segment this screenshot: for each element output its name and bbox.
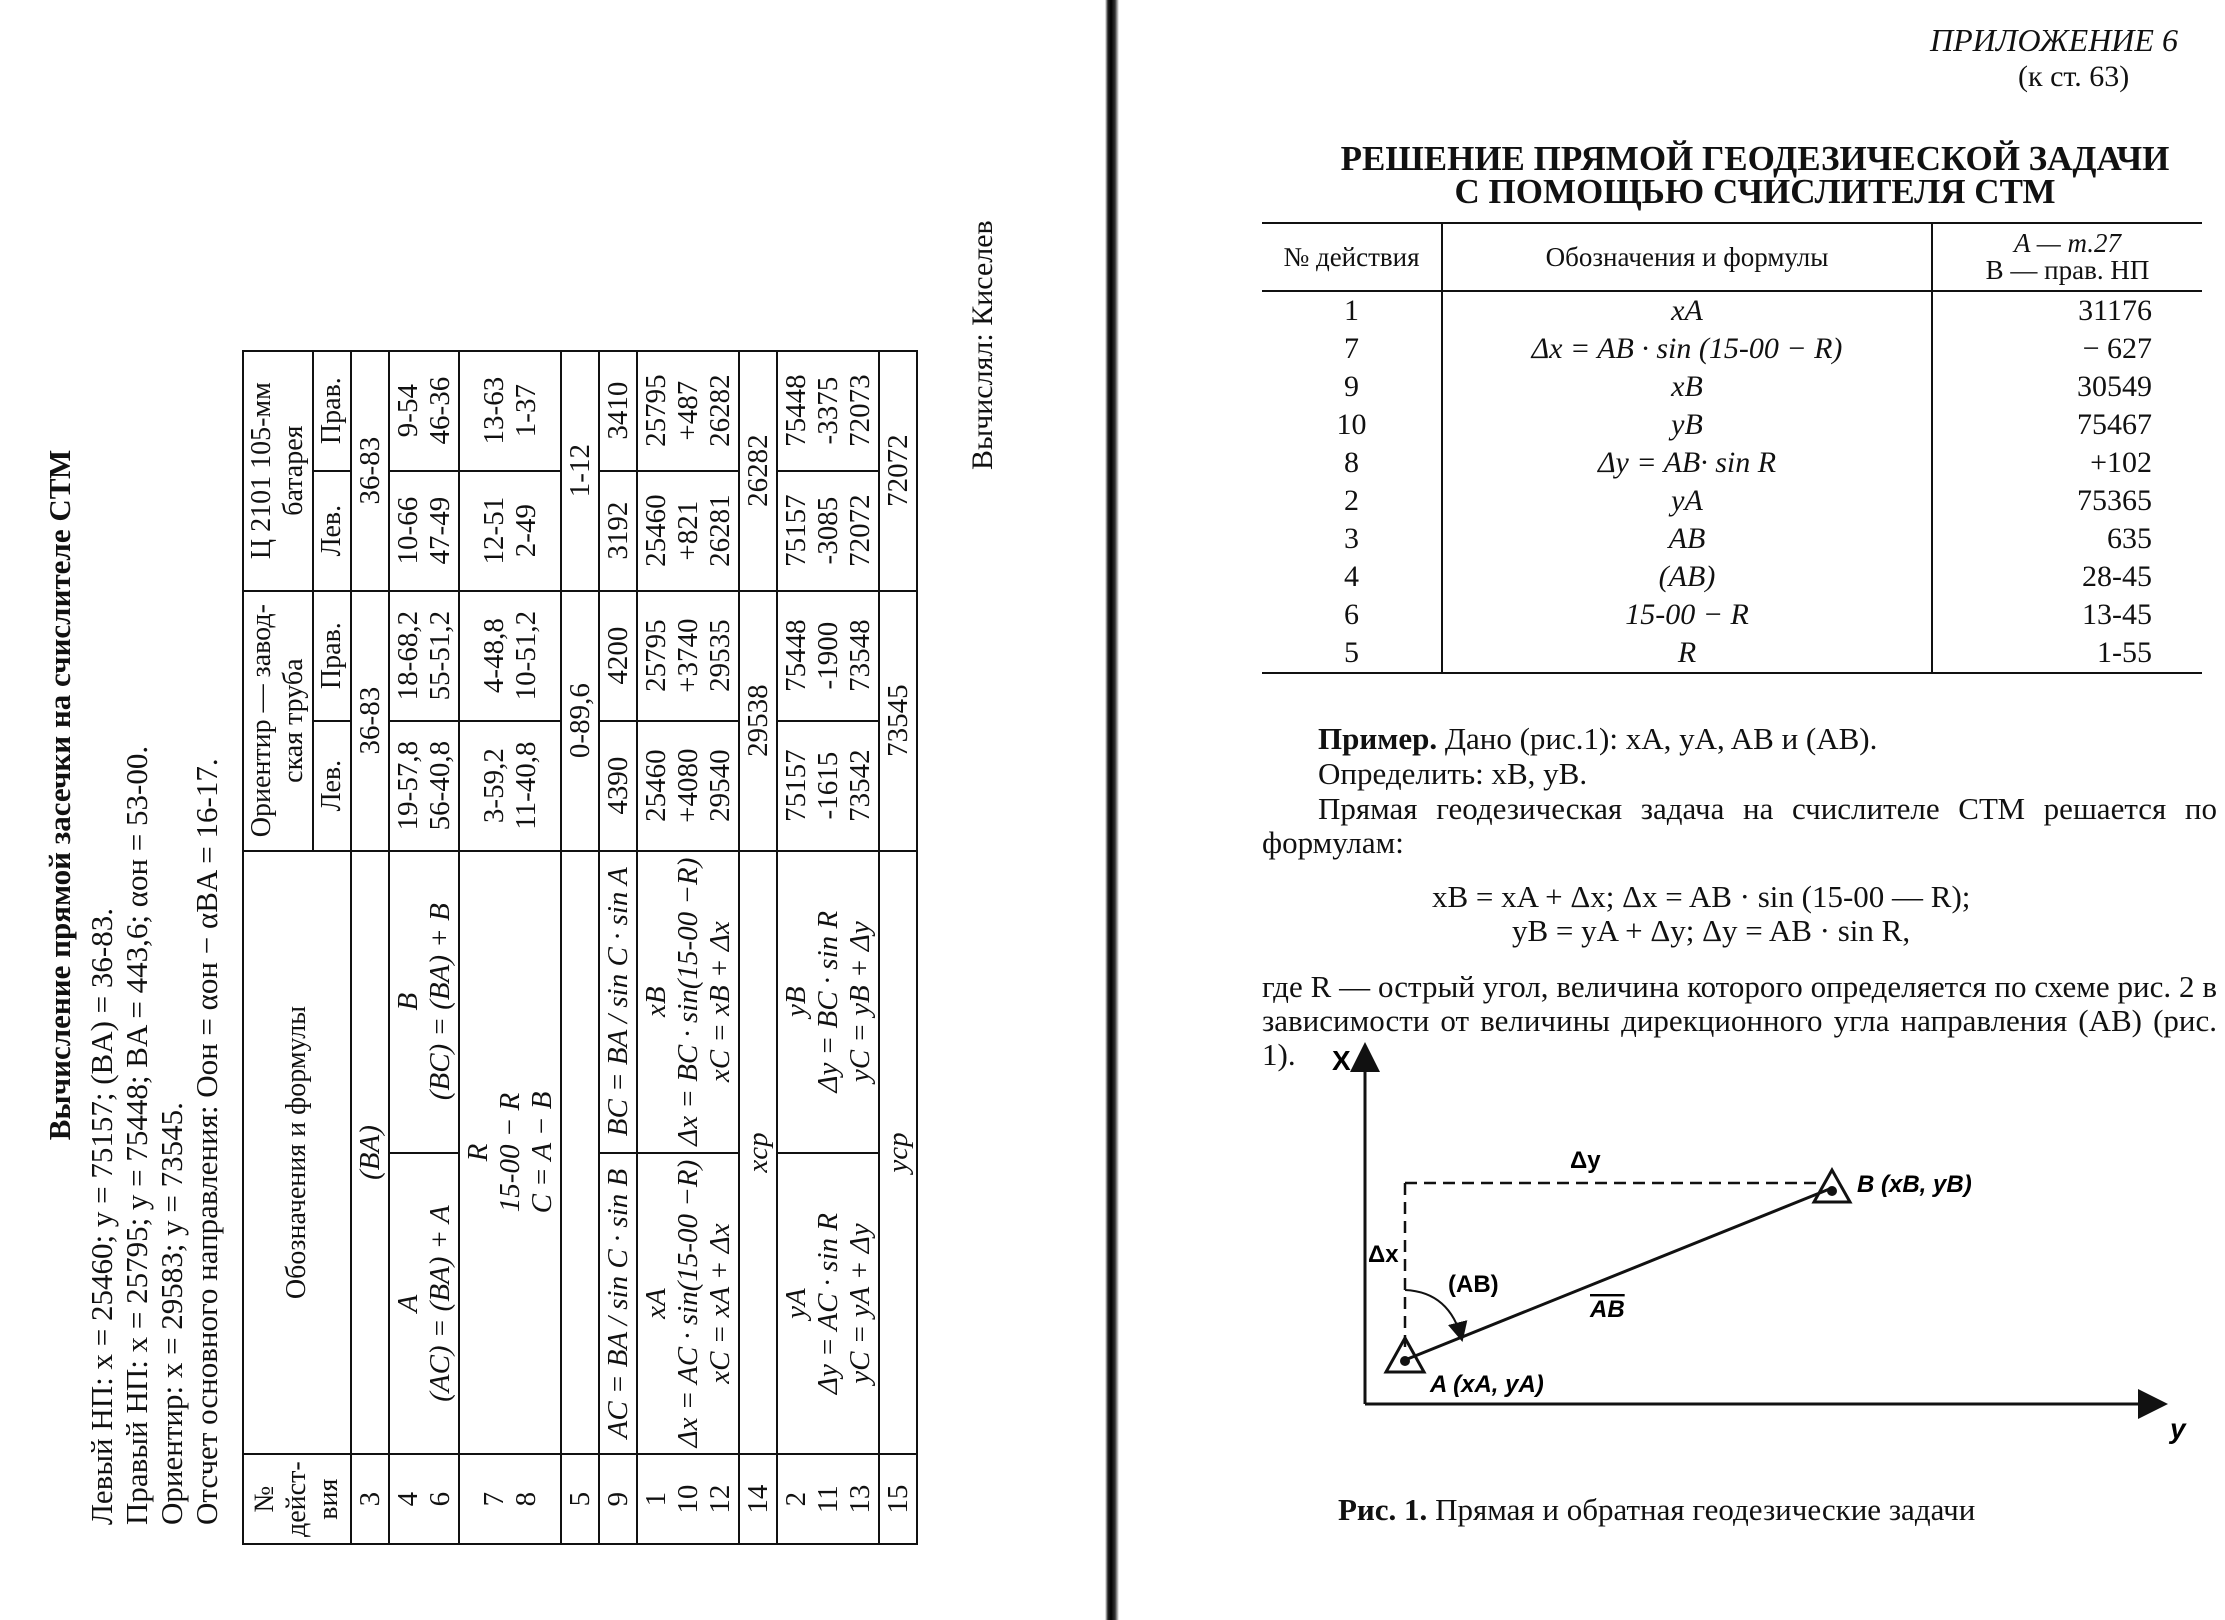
param-left-np: Левый НП: x = 25460; y = 75157; (BA) = 36-83. <box>84 908 119 1525</box>
row-num: 3 <box>1262 520 1442 558</box>
table-row <box>1262 634 2202 673</box>
table-row <box>1262 330 2202 368</box>
row-value: 75365 <box>2077 484 2152 517</box>
row-num: 7 <box>1262 330 1442 368</box>
battery-prav-header: Прав. <box>313 351 351 471</box>
col-num-header: № дейст-вия <box>243 1454 351 1544</box>
left-params <box>84 25 224 1525</box>
direct-task-table <box>1262 222 2202 674</box>
row-num: 10 <box>1262 406 1442 444</box>
table-row <box>1262 520 2202 558</box>
table-row <box>1262 482 2202 520</box>
row-formula: Δy = AB· sin R <box>1442 444 1932 482</box>
table-row: 15 yср 73545 72072 <box>879 351 917 1544</box>
row-value: 635 <box>2107 522 2152 555</box>
row-value: +102 <box>2090 446 2152 479</box>
row-num: 4 <box>1262 558 1442 596</box>
task-figure <box>1310 1040 2210 1460</box>
point-a-label: A (xA, yA) <box>1430 1371 1544 1398</box>
table-row <box>1262 596 2202 634</box>
table-row: 1 10 12 xA Δx = AC · sin(15-00 −R) xC = xA + Δx xB Δx = BC · sin(15-00 −R) xC = xB + Δx 25460 +4080 29540 25795 +3740 29535 25460 +821 26281 25795 +487 26282 <box>637 351 739 1544</box>
col-battery-header: Ц 2101 105-мм батарея <box>243 351 313 591</box>
paragraph-explain: где R — острый угол, величина которого определяется по схеме рис. 2 в зависимости от величины дирекционного угла направления (AB) (рис. 1). <box>1262 969 2217 1072</box>
orient-lev-header: Лев. <box>313 721 351 851</box>
table-row: 3 (BA) 36-83 36-83 <box>351 351 389 1544</box>
col-formulas-header: Обозначения и формулы <box>243 851 351 1455</box>
book-gutter <box>1105 0 1119 1620</box>
row-formula: xB <box>1442 368 1932 406</box>
table-row: 9 AC = BA / sin C · sin B BC = BA / sin C · sin A 4390 4200 3192 3410 <box>599 351 637 1544</box>
row-value: 1-55 <box>1932 634 2202 673</box>
formula-x: xB = xA + Δx; Δx = AB · sin (15-00 — R); <box>1432 879 1971 914</box>
dy-label: Δy <box>1570 1147 1601 1174</box>
appendix-label: ПРИЛОЖЕНИЕ 6 <box>1930 22 2178 58</box>
col-orient-header: Ориентир — завод-ская труба <box>243 591 313 851</box>
row-value: 30549 <box>2077 370 2152 403</box>
row-num: 8 <box>1262 444 1442 482</box>
param-reading: Отсчет основного направления: Oон = αон − αBA = 16-17. <box>189 758 224 1525</box>
row-formula: yA <box>1442 482 1932 520</box>
left-title: Вычисление прямой засечки на счислителе СТМ <box>42 449 77 1141</box>
table-row: 5 0-89,6 1-12 <box>561 351 599 1544</box>
row-num: 1 <box>1262 291 1442 330</box>
table-row <box>1262 558 2202 596</box>
left-page <box>0 0 1100 1620</box>
row-formula: 15-00 − R <box>1442 596 1932 634</box>
row-num: 6 <box>1262 596 1442 634</box>
row-num: 5 <box>1262 634 1442 673</box>
param-orientir: Ориентир: x = 29583; y = 73545. <box>154 1102 189 1525</box>
row-num: 2 <box>1262 482 1442 520</box>
row-formula: yB <box>1442 406 1932 444</box>
table-row <box>1262 291 2202 330</box>
appendix-ref: (к ст. 63) <box>2018 60 2130 93</box>
formula-y: yB = yA + Δy; Δy = AB · sin R, <box>1512 913 1911 948</box>
point-b-label: B (xB, yB) <box>1857 1171 1972 1198</box>
row-value: 31176 <box>2078 294 2152 327</box>
col-num-header: № действия <box>1262 223 1442 291</box>
row-value: 75467 <box>2077 408 2152 441</box>
row-value: 13-45 <box>2082 598 2152 631</box>
segment-label: AB <box>1590 1296 1625 1323</box>
table-row: 14 xср 29538 26282 <box>739 351 777 1544</box>
battery-lev-header: Лев. <box>313 471 351 591</box>
axis-y-label: y <box>2170 1413 2186 1444</box>
rotated-content <box>40 25 1040 1545</box>
angle-label: (AB) <box>1448 1271 1499 1298</box>
axis-x-label: X <box>1332 1045 1351 1076</box>
table-row <box>1262 368 2202 406</box>
determine-line: Определить: xB, yB. <box>1318 756 1588 791</box>
col-formula-header: Обозначения и формулы <box>1442 223 1932 291</box>
param-right-np: Правый НП: x = 25795; y = 75448; BA = 443,6; αон = 53-00. <box>119 745 154 1525</box>
row-formula: R <box>1442 634 1932 673</box>
table-row: 7 8 R 15-00 − R C = A − B 3-59,2 11-40,8 4-48,8 10-51,2 12-51 2-49 13-63 1-37 <box>459 351 561 1544</box>
example-line: Пример. Дано (рис.1): xA, yA, AB и (AB). <box>1318 721 1878 756</box>
table-row <box>1262 406 2202 444</box>
row-formula: (AB) <box>1442 558 1932 596</box>
row-formula: AB <box>1442 520 1932 558</box>
row-num: 9 <box>1262 368 1442 406</box>
figure-caption: Рис. 1. Прямая и обратная геодезические задачи <box>1338 1492 1976 1527</box>
row-formula: xA <box>1442 291 1932 330</box>
table-row: 2 11 13 yA Δy = AC · sin R yC = yA + Δy yB Δy = BC · sin R yC = yB + Δy 75157 -1615 73542 75448 -1900 73548 75157 -3085 72072 75448 -3375 72073 <box>777 351 879 1544</box>
paragraph-intro: Прямая геодезическая задача на счислителе СТМ решается по формулам: <box>1262 791 2217 860</box>
orient-prav-header: Прав. <box>313 591 351 721</box>
intersection-table <box>242 350 918 1545</box>
table-row: 4 6 A (AC) = (BA) + A B (BC) = (BA) + B 19-57,8 56-40,8 18-68,2 55-51,2 10-66 47-49 9-54 46-36 <box>389 351 459 1544</box>
table-row <box>1262 444 2202 482</box>
col-value-header: A — т.27 B — прав. НП <box>1932 223 2202 291</box>
row-value: − 627 <box>2082 332 2152 365</box>
signature: Вычислял: Киселев <box>966 220 999 470</box>
row-formula: Δx = AB · sin (15-00 − R) <box>1442 330 1932 368</box>
page-title: РЕШЕНИЕ ПРЯМОЙ ГЕОДЕЗИЧЕСКОЙ ЗАДАЧИ С ПОМОЩЬЮ СЧИСЛИТЕЛЯ СТМ <box>1340 139 2170 211</box>
dx-label: Δx <box>1368 1241 1399 1268</box>
row-value: 28-45 <box>2082 560 2152 593</box>
